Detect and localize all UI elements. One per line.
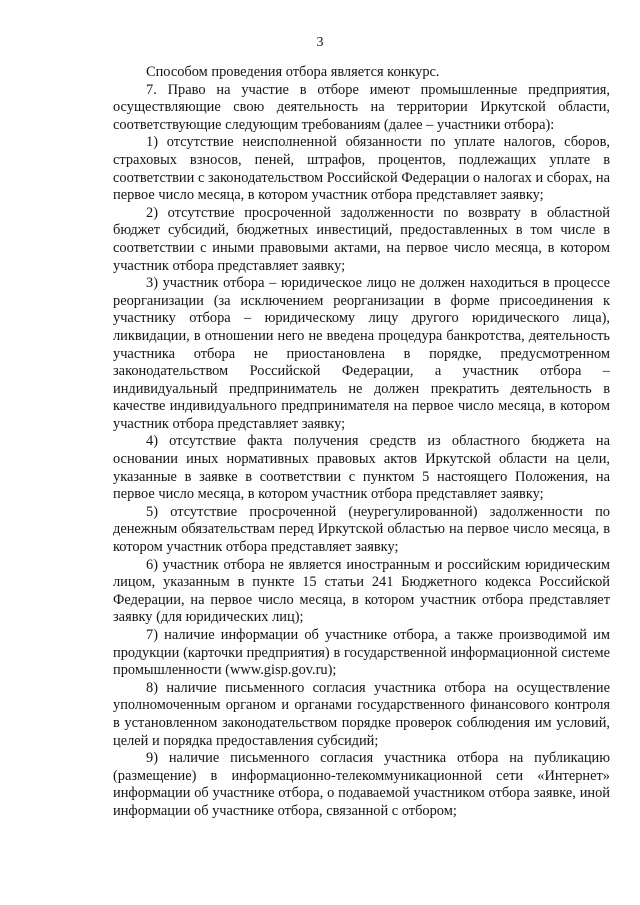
requirement-item-2: 2) отсутствие просроченной задолженности по возврату в областной бюджет субсидий, бюджетных инвестиций, предоставленных в том числе в соответствии с иными правовыми актами, на первое число месяца, в котором участник отбора представляет заявку; — [113, 204, 610, 274]
paragraph-clause-7: 7. Право на участие в отборе имеют промышленные предприятия, осуществляющие свою деятельность на территории Иркутской области, соответствующие следующим требованиям (далее – участники отбора): — [113, 81, 610, 133]
document-body — [113, 64, 610, 821]
requirement-item-4: 4) отсутствие факта получения средств из областного бюджета на основании иных нормативных правовых актов Иркутской области на цели, указанные в заявке в соответствии с пунктом 5 настоящего Положения, на первое число месяца, в котором участник отбора представляет заявку; — [113, 433, 610, 503]
page-number: 3 — [316, 35, 324, 50]
requirement-item-7: 7) наличие информации об участнике отбора, а также производимой им продукции (карточки предприятия) в государственной информационной системе промышленности (www.gisp.gov.ru); — [113, 627, 610, 679]
requirement-item-8: 8) наличие письменного согласия участника отбора на осуществление уполномоченным органом и органами государственного финансового контроля в установленном законодательством порядке проверок соблюдения им условий, целей и порядка предоставления субсидий; — [113, 679, 610, 749]
requirement-item-9: 9) наличие письменного согласия участника отбора на публикацию (размещение) в информационно-телекоммуникационной сети «Интернет» информации об участнике отбора, о подаваемой участником отбора заявке, иной информации об участнике отбора, связанной с отбором; — [113, 750, 610, 819]
requirement-item-1: 1) отсутствие неисполненной обязанности по уплате налогов, сборов, страховых взносов, пеней, штрафов, процентов, подлежащих уплате в соответствии с законодательством Российской Федерации о налогах и сборах, на первое число месяца, в котором участник отбора представляет заявку; — [113, 134, 610, 204]
requirement-item-6: 6) участник отбора не является иностранным и российским юридическим лицом, указанным в пункте 15 статьи 241 Бюджетного кодекса Российской Федерации, на первое число месяца, в котором участник отбора представляет заявку (для юридических лиц); — [113, 556, 610, 626]
paragraph-contest-method: Способом проведения отбора является конкурс. — [146, 64, 440, 80]
requirement-item-5: 5) отсутствие просроченной (неурегулированной) задолженности по денежным обязательствам перед Иркутской областью на первое число месяца, в котором участник отбора представляет заявку; — [113, 503, 610, 556]
requirement-item-3: 3) участник отбора – юридическое лицо не должен находиться в процессе реорганизации (за исключением реорганизации в форме присоединения к участнику отбора – юридическому лицу другого юридического лица), ликвидации, в отношении него не введена процедура банкротства, деятельность участника отбора не приостановлена в порядке, предусмотренном законодательством Российской Федерации, а участник отбора – индивидуальный предприниматель не должен прекратить деятельность в качестве индивидуального предпринимателя на первое число месяца, в котором участник отбора представляет заявку; — [113, 275, 610, 432]
